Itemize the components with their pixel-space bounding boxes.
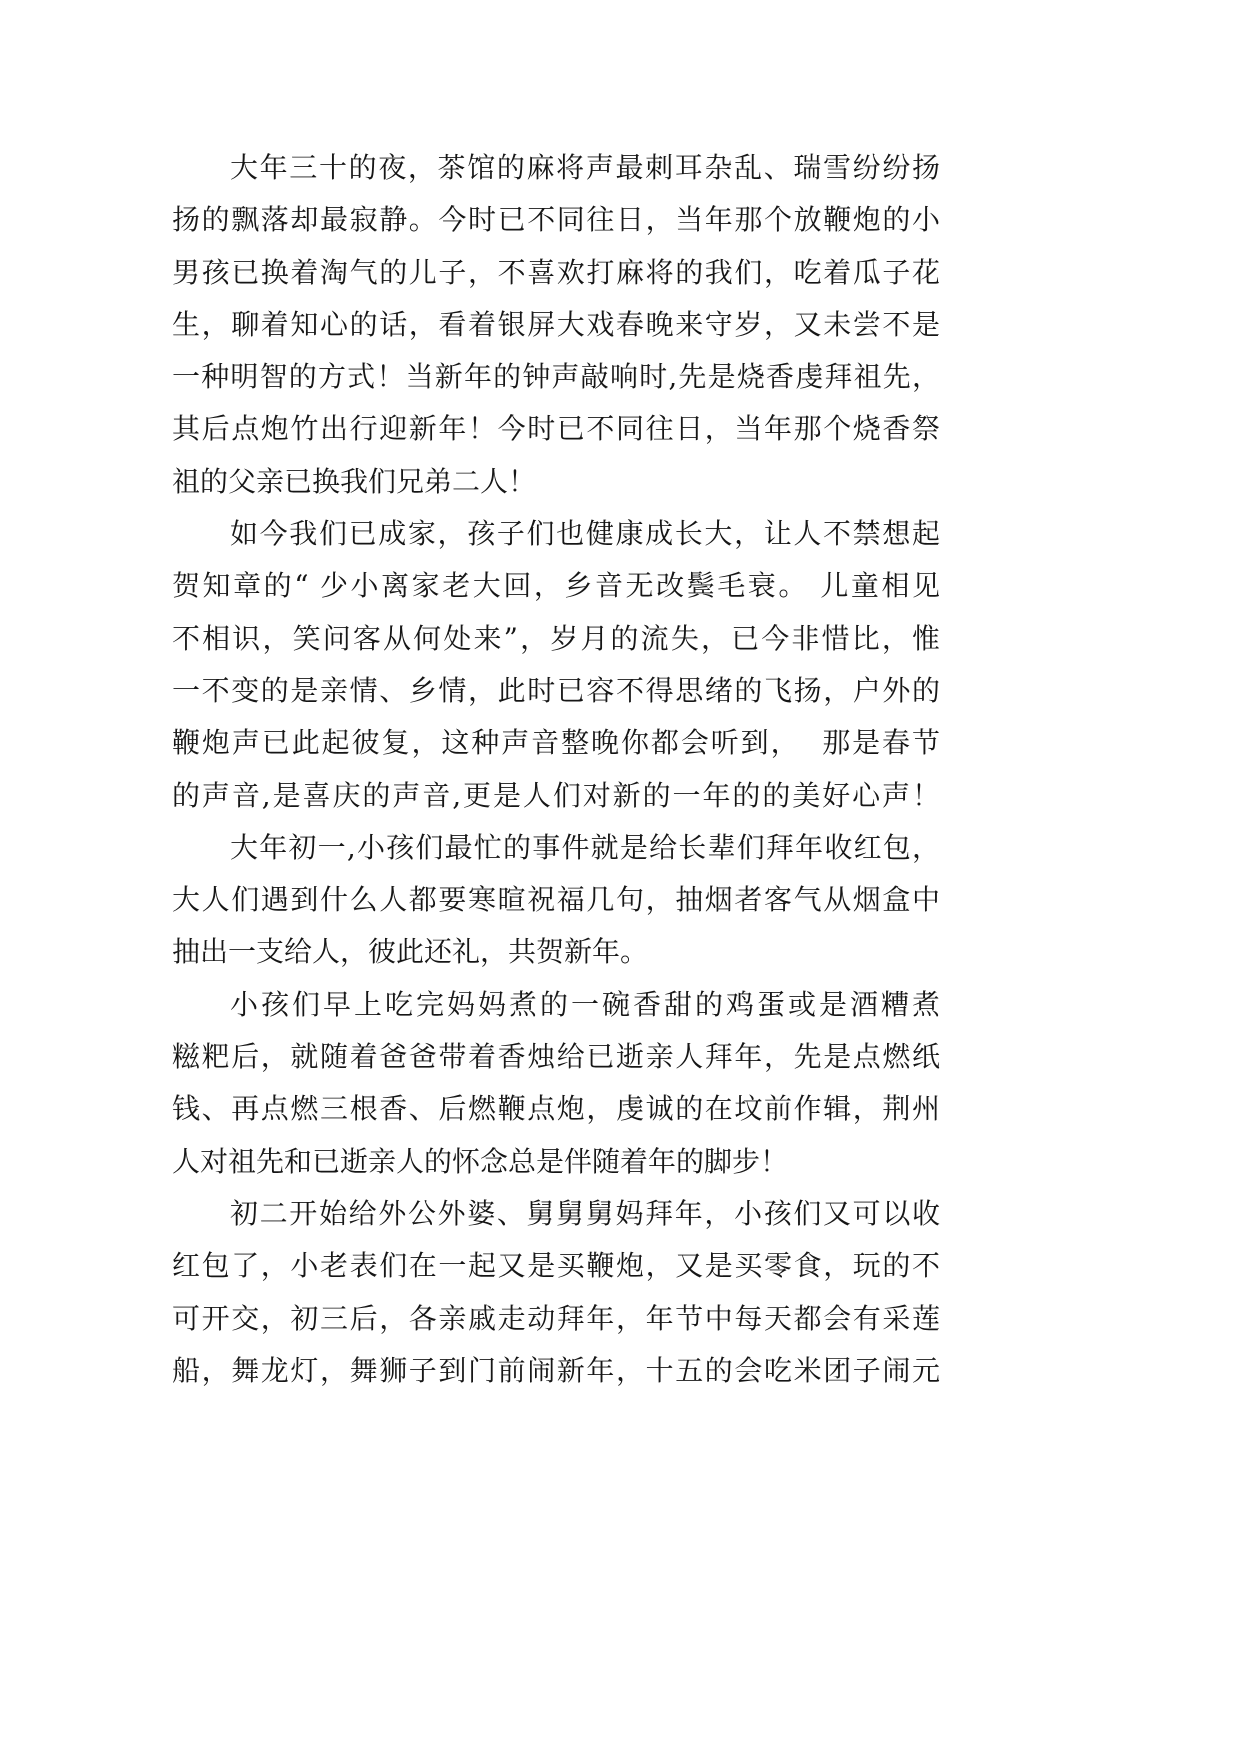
text-line: 钱、再点燃三根香、后燃鞭点炮，虔诚的在坟前作辑，荆州 — [172, 1092, 940, 1126]
text-line: 红包了，小老表们在一起又是买鞭炮，又是买零食，玩的不 — [172, 1249, 940, 1283]
body-text — [172, 142, 940, 1397]
text-line: 生，聊着知心的话，看着银屏大戏春晚来守岁，又未尝不是 — [172, 307, 940, 341]
text-line: 大年三十的夜，茶馆的麻将声最刺耳杂乱、瑞雪纷纷扬 — [230, 151, 940, 184]
text-line: 其后点炮竹出行迎新年！今时已不同往日，当年那个烧香祭 — [172, 412, 940, 446]
text-line: 祖的父亲已换我们兄弟二人！ — [172, 464, 537, 498]
text-line: 如今我们已成家，孩子们也健康成长大，让人不禁想起 — [230, 517, 940, 551]
text-line: 男孩已换着淘气的儿子，不喜欢打麻将的我们，吃着瓜子花 — [172, 255, 940, 289]
paragraph — [172, 822, 940, 979]
text-line: 鞭炮声已此起彼复，这种声音整晚你都会听到， 那是春节 — [172, 726, 940, 760]
text-line: 大人们遇到什么人都要寒暄祝福几句，抽烟者客气从烟盒中 — [172, 883, 940, 917]
text-line: 不相识，笑问客从何处来”，岁月的流失，已今非惜比，惟 — [172, 621, 940, 655]
text-line: 船，舞龙灯，舞狮子到门前闹新年，十五的会吃米团子闹元 — [172, 1353, 940, 1387]
text-line: 的声音,是喜庆的声音,更是人们对新的一年的的美好心声！ — [172, 778, 940, 812]
text-line: 可开交，初三后，各亲戚走动拜年，年节中每天都会有采莲 — [172, 1301, 940, 1335]
paragraph — [172, 1188, 940, 1397]
text-line: 一种明智的方式！当新年的钟声敲响时,先是烧香虔拜祖先， — [172, 360, 940, 394]
text-line: 贺知章的“ 少小离家老大回，乡音无改鬓毛衰。 儿童相见 — [172, 569, 940, 603]
text-line: 大年初一,小孩们最忙的事件就是给长辈们拜年收红包， — [230, 830, 940, 864]
text-line: 扬的飘落却最寂静。今时已不同往日，当年那个放鞭炮的小 — [172, 203, 940, 237]
text-line: 初二开始给外公外婆、舅舅舅妈拜年，小孩们又可以收 — [230, 1196, 940, 1230]
text-line: 抽出一支给人，彼此还礼，共贺新年。 — [172, 935, 649, 969]
paragraph — [172, 508, 940, 822]
paragraph — [172, 979, 940, 1188]
text-line: 小孩们早上吃完妈妈煮的一碗香甜的鸡蛋或是酒糟煮 — [230, 987, 940, 1021]
paragraph — [172, 142, 940, 508]
text-line: 糍粑后，就随着爸爸带着香烛给已逝亲人拜年，先是点燃纸 — [172, 1040, 940, 1074]
text-line: 人对祖先和已逝亲人的怀念总是伴随着年的脚步！ — [172, 1144, 789, 1178]
text-line: 一不变的是亲情、乡情，此时已容不得思绪的飞扬，户外的 — [172, 673, 940, 707]
